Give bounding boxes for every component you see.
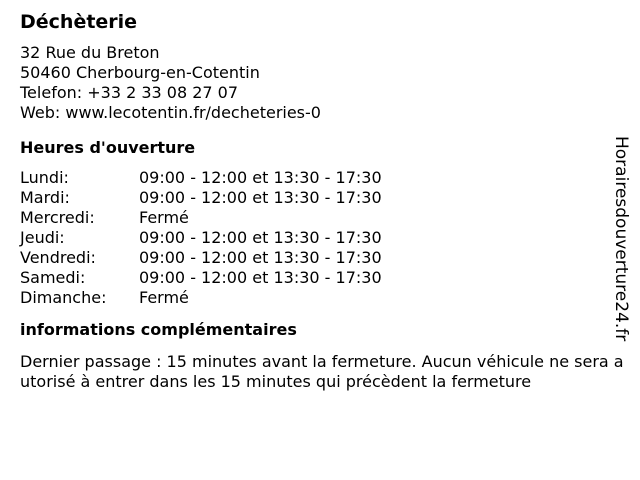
hours-row-monday	[20, 168, 632, 188]
opening-hours-heading: Heures d'ouverture	[20, 138, 196, 157]
address-city: 50460 Cherbourg-en-Cotentin	[20, 63, 260, 82]
time-value: 09:00 - 12:00 et 13:30 - 17:30	[139, 268, 382, 287]
hours-row-sunday	[20, 288, 632, 308]
time-value: 09:00 - 12:00 et 13:30 - 17:30	[139, 188, 382, 207]
day-label: Jeudi:	[20, 228, 65, 247]
hours-row-saturday	[20, 268, 632, 288]
opening-hours-list	[20, 168, 632, 308]
hours-row-friday	[20, 248, 632, 268]
time-value: Fermé	[139, 208, 189, 227]
day-label: Samedi:	[20, 268, 86, 287]
address-block	[20, 43, 632, 123]
day-label: Lundi:	[20, 168, 69, 187]
additional-info-text: Dernier passage : 15 minutes avant la fermeture. Aucun véhicule ne sera autorisé à entrer dans les 15 minutes qui précèdent la fermeture	[20, 352, 624, 391]
place-title: Déchèterie	[20, 11, 138, 33]
day-label: Vendredi:	[20, 248, 96, 267]
hours-row-tuesday	[20, 188, 632, 208]
day-label: Mardi:	[20, 188, 70, 207]
web-line: Web: www.lecotentin.fr/decheteries-0	[20, 103, 321, 122]
hours-row-thursday	[20, 228, 632, 248]
phone-line: Telefon: +33 2 33 08 27 07	[20, 83, 239, 102]
site-watermark: Horairesdouverture24.fr	[611, 136, 631, 342]
time-value: 09:00 - 12:00 et 13:30 - 17:30	[139, 248, 382, 267]
opening-hours-card	[20, 9, 632, 392]
day-label: Dimanche:	[20, 288, 107, 307]
time-value: 09:00 - 12:00 et 13:30 - 17:30	[139, 228, 382, 247]
day-label: Mercredi:	[20, 208, 95, 227]
hours-row-wednesday	[20, 208, 632, 228]
time-value: 09:00 - 12:00 et 13:30 - 17:30	[139, 168, 382, 187]
additional-info-heading: informations complémentaires	[20, 320, 297, 339]
time-value: Fermé	[139, 288, 189, 307]
address-street: 32 Rue du Breton	[20, 43, 160, 62]
